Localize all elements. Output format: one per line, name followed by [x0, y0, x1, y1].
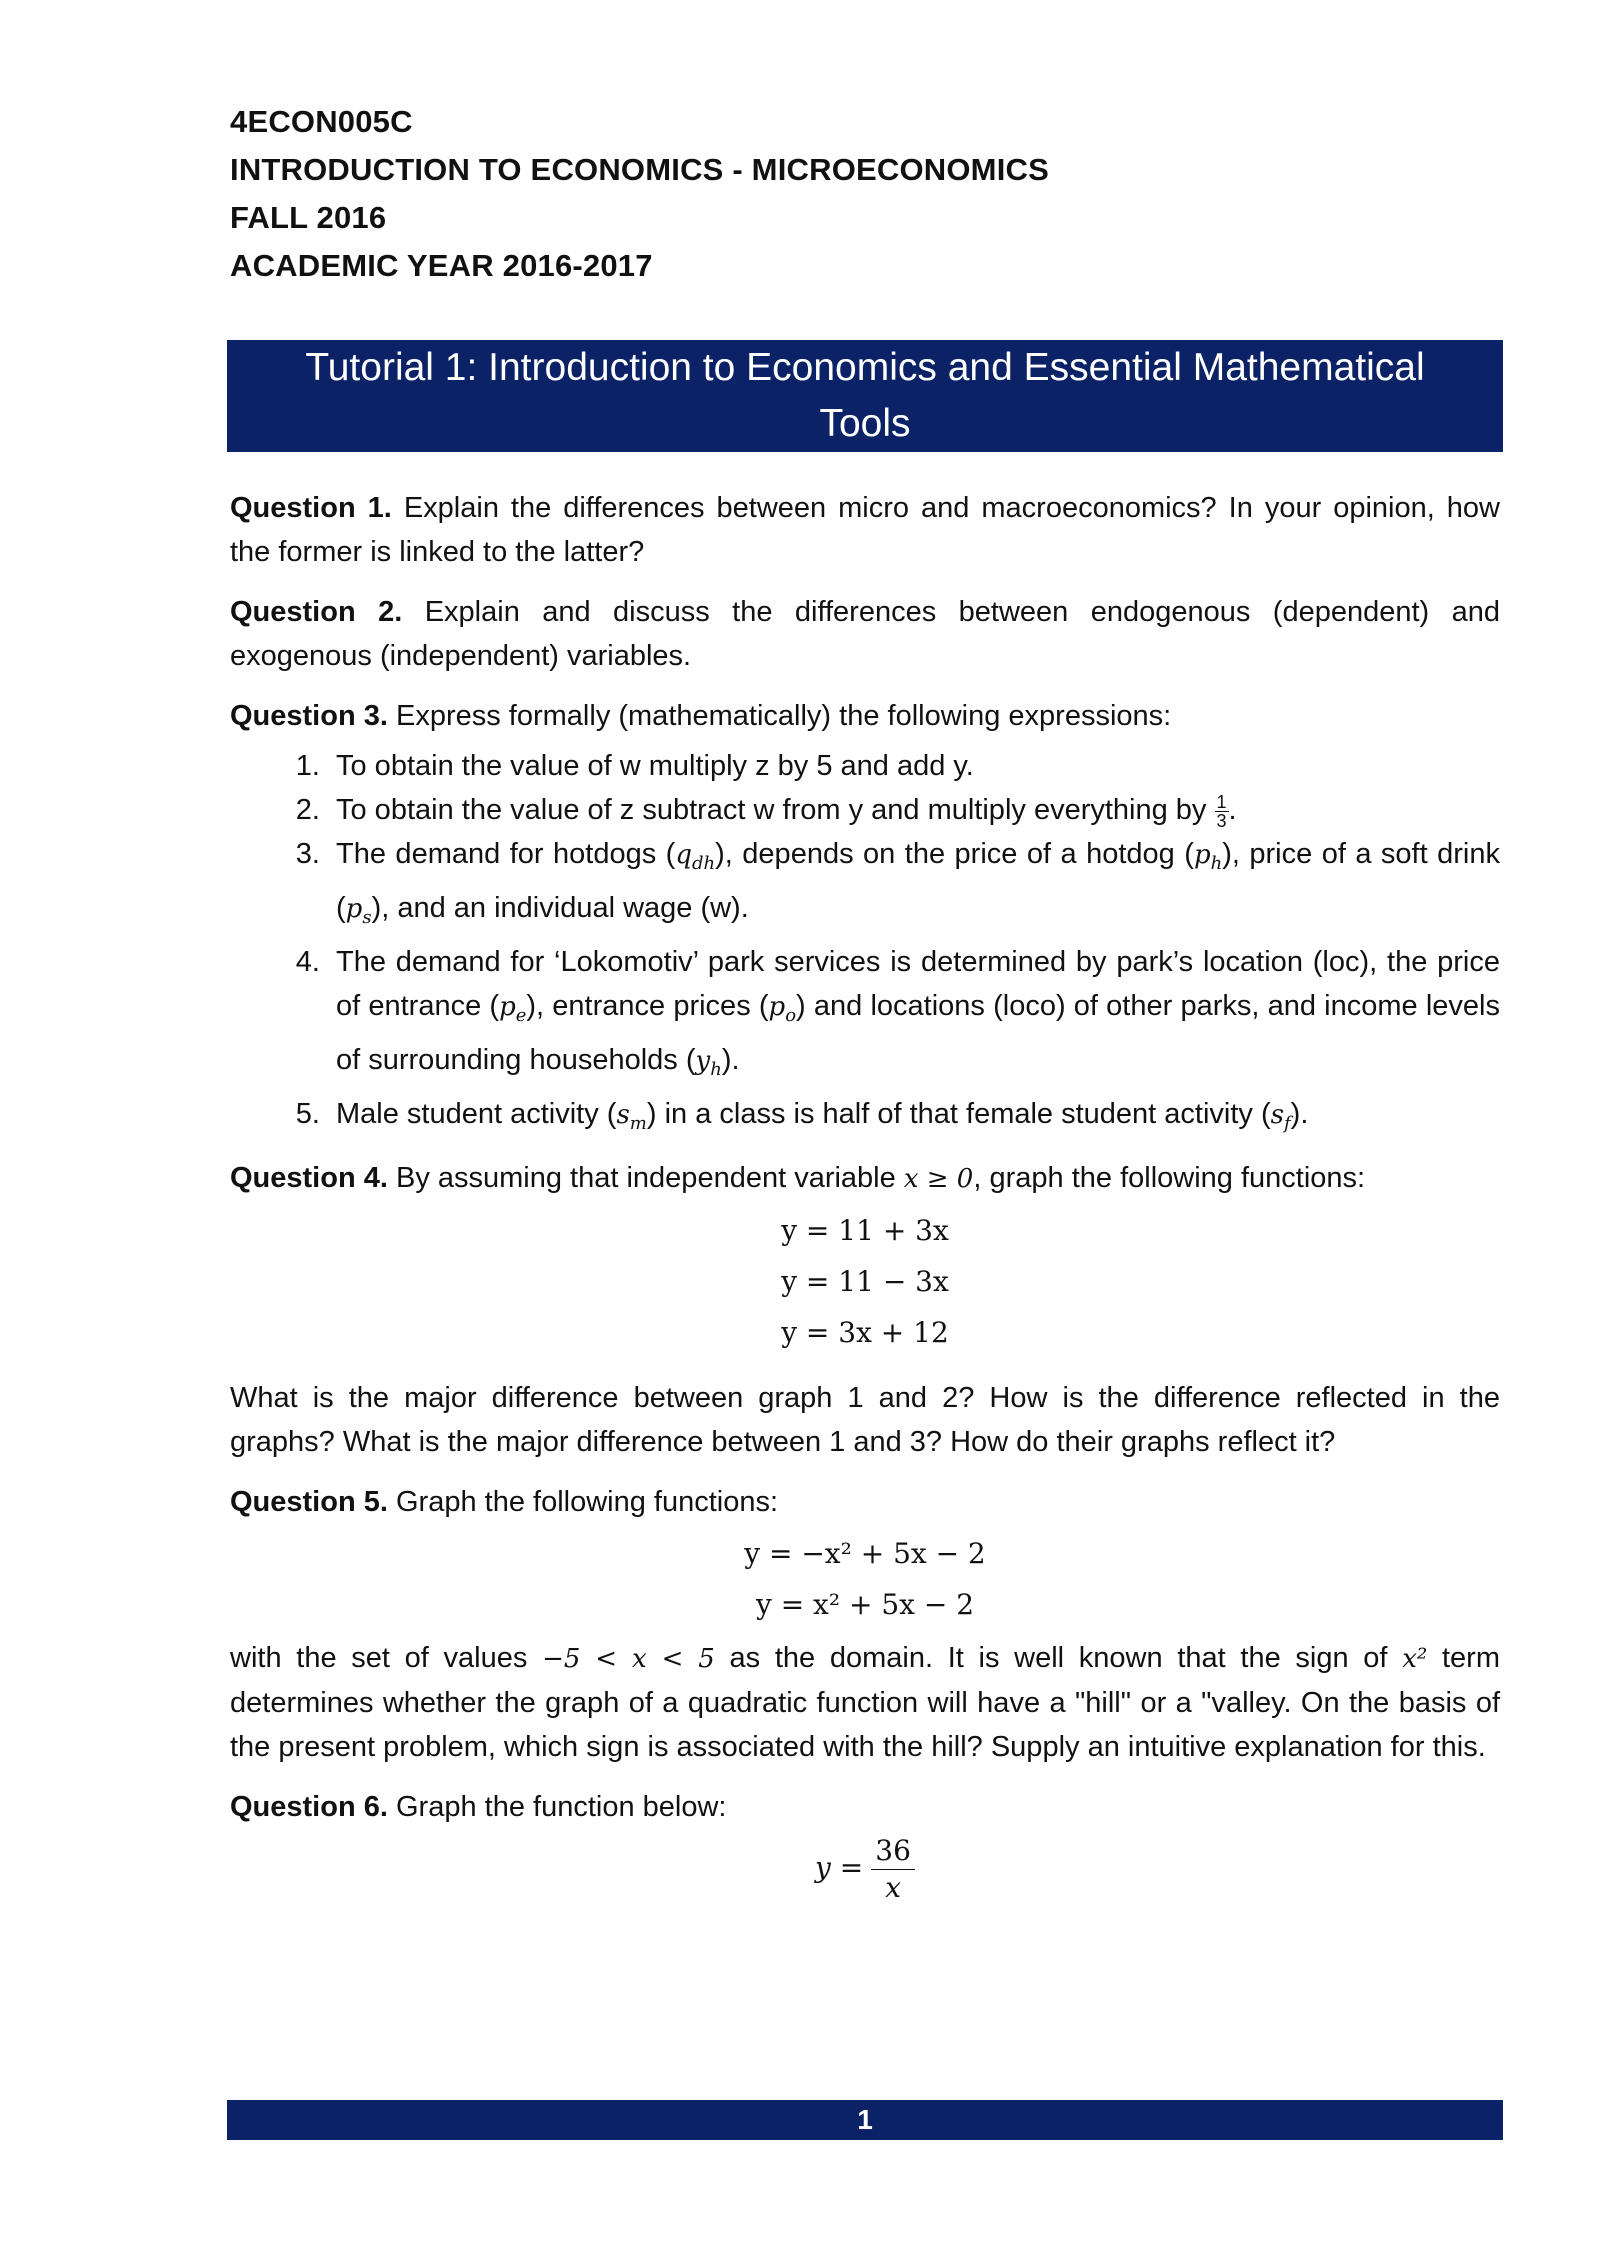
list-item-text: Male student activity (	[336, 1098, 617, 1130]
list-item-text: The demand for ‘Lokomotiv’ park services is determined by park’s location (loc), the price of entrance (	[336, 946, 1500, 1022]
list-item-text: ), price of a soft drink (	[336, 838, 1500, 924]
list-item	[328, 744, 1500, 788]
list-item-text: ) in a class is half of that female student activity (	[646, 1098, 1271, 1130]
math-condition: x ≥ 0	[903, 1164, 974, 1194]
tutorial-title-banner	[227, 340, 1503, 452]
question-2	[230, 590, 1500, 678]
list-item	[328, 832, 1500, 940]
academic-year: ACADEMIC YEAR 2016-2017	[230, 248, 653, 283]
fraction-denominator: 3	[1216, 810, 1227, 831]
question-6-text: Graph the function below:	[395, 1791, 727, 1823]
question-4-equations	[230, 1205, 1500, 1358]
fraction-numerator: 1	[1216, 791, 1227, 812]
question-5-followup	[230, 1636, 1500, 1769]
list-item-text: ), entrance prices (	[526, 990, 769, 1022]
math-p-e: $p_e$	[499, 992, 527, 1026]
math-p-o: $p_o$	[768, 992, 797, 1026]
list-item-text: ), depends on the price of a hotdog (	[715, 838, 1194, 870]
page-number: 1	[857, 2104, 873, 2135]
equation: y = 11 − 3x	[781, 1265, 949, 1298]
course-term: FALL 2016	[230, 200, 387, 235]
math-y-h: $y_h$	[695, 1046, 722, 1080]
tutorial-title-line1: Tutorial 1: Introduction to Economics and Essential Mathematical	[305, 346, 1425, 389]
question-3-list	[230, 744, 1500, 1146]
question-4-text: By assuming that independent variable	[395, 1162, 896, 1194]
question-6-label: Question 6.	[230, 1791, 388, 1823]
list-item-text: ), and an individual wage (w).	[371, 892, 749, 924]
question-3-text: Express formally (mathematically) the following expressions:	[395, 700, 1172, 732]
question-4-label: Question 4.	[230, 1162, 388, 1194]
question-6	[230, 1785, 1500, 1829]
question-1-label: Question 1.	[230, 492, 392, 524]
list-item	[328, 940, 1500, 1092]
fraction-one-third	[1215, 793, 1229, 830]
question-5-text-c: term determines whether the graph of a quadratic function will have a "hill" or a "valley. On the basis of the present problem, which sign is associated with the hill? Supply an intuitive explanation for this.	[230, 1642, 1500, 1763]
question-5-text-b: as the domain. It is well known that the sign of	[729, 1642, 1388, 1674]
equation-lhs: y =	[815, 1851, 864, 1885]
fraction-36-over-x	[871, 1833, 915, 1906]
list-item: 2. To obtain the value of z subtract w from y and multiply everything by $\frac{1}{3}$ .	[328, 788, 1500, 832]
question-3	[230, 694, 1500, 738]
question-5-text: Graph the following functions:	[395, 1486, 779, 1518]
course-code: 4ECON005C	[230, 104, 413, 139]
course-name: INTRODUCTION TO ECONOMICS - MICROECONOMICS	[230, 152, 1049, 187]
math-p-h: $p_h$	[1193, 840, 1223, 874]
question-6-equation	[230, 1833, 1500, 1906]
math-s-m: $s_m$	[616, 1100, 647, 1134]
question-5-equations	[230, 1528, 1500, 1630]
math-p-s: $p_s$	[345, 894, 372, 928]
question-4-followup: What is the major difference between graph 1 and 2? How is the difference reflected in the graphs? What is the major difference between 1 and 3? How do their graphs reflect it?	[230, 1382, 1500, 1458]
tutorial-title-line2: Tools	[819, 402, 911, 445]
list-item-text: ).	[721, 1044, 740, 1076]
question-4-text-end: , graph the following functions:	[973, 1162, 1366, 1194]
equation: y = −x² + 5x − 2	[744, 1537, 986, 1570]
list-item-text: To obtain the value of z subtract w from y and multiply everything by	[336, 794, 1207, 826]
page-footer	[227, 2100, 1503, 2140]
questions-body	[230, 486, 1500, 1924]
equation: y = 11 + 3x	[781, 1214, 949, 1247]
math-domain: −5 < x < 5	[542, 1644, 715, 1674]
question-5-text-a: with the set of values	[230, 1642, 528, 1674]
math-s-f: $s_f$	[1270, 1100, 1291, 1134]
question-1-text: Explain the differences between micro and macroeconomics? In your opinion, how the former is linked to the latter?	[230, 492, 1500, 568]
equation: y = x² + 5x − 2	[755, 1588, 975, 1621]
course-header	[230, 98, 1049, 290]
list-item-text: The demand for hotdogs (	[336, 838, 676, 870]
question-5-label: Question 5.	[230, 1486, 388, 1518]
fraction-denominator: x	[885, 1871, 902, 1904]
fraction-numerator: 36	[871, 1833, 915, 1870]
question-3-label: Question 3.	[230, 700, 388, 732]
list-item-text: ).	[1290, 1098, 1309, 1130]
question-2-label: Question 2.	[230, 596, 403, 628]
question-5	[230, 1480, 1500, 1524]
question-2-text: Explain and discuss the differences between endogenous (dependent) and exogenous (independent) variables.	[230, 596, 1500, 672]
list-item	[328, 1092, 1500, 1146]
math-x-squared: x²	[1402, 1644, 1428, 1674]
list-item-text: To obtain the value of w multiply z by 5 and add y.	[336, 750, 974, 782]
list-item-text: ) and locations (loco) of other parks, and income levels of surrounding households (	[336, 990, 1500, 1076]
math-q-dh: $q_{dh}$	[675, 840, 716, 874]
equation: y = 3x + 12	[781, 1316, 949, 1349]
question-1	[230, 486, 1500, 574]
question-4	[230, 1156, 1500, 1201]
